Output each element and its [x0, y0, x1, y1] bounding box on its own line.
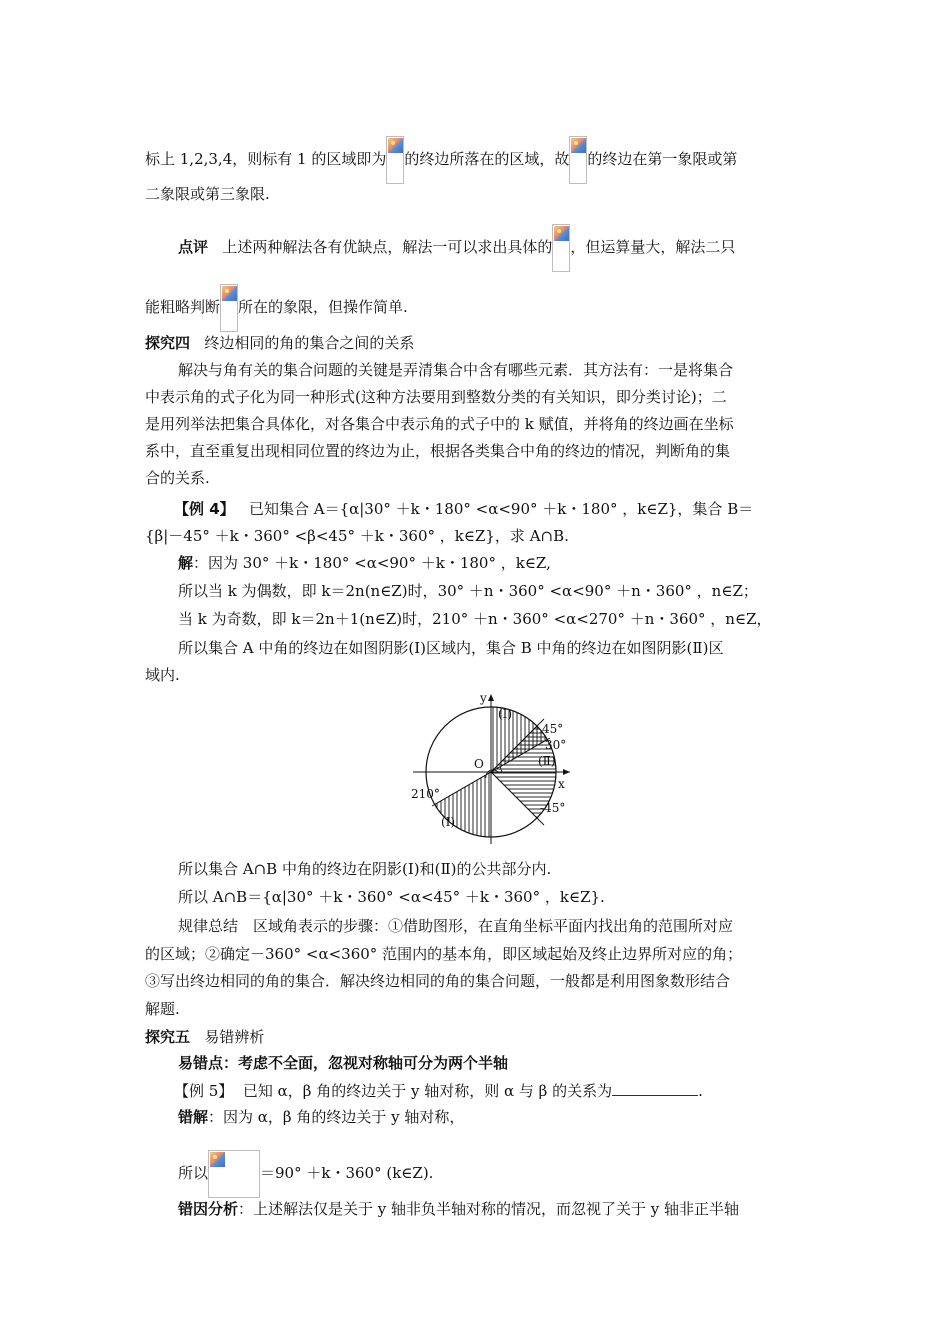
text: . [698, 1082, 703, 1100]
conclusion-line: 所以 A∩B＝{α|30° ＋k・360° <α<45° ＋k・360° ，k∈Z}. [178, 888, 605, 906]
paragraph-line: 解决与角有关的集合问题的关键是弄清集合中含有哪些元素．其方法有：一是将集合 [178, 361, 734, 379]
region-i-label: (Ⅰ) [441, 815, 456, 829]
solution-line [178, 550, 950, 576]
angle-neg45-label: -45° [540, 801, 566, 815]
text: 已知集合 A＝{α|30° ＋k・180° <α<90° ＋k・180° ，k∈Z}，集合 B＝ [248, 500, 754, 518]
error-cause-label: 错因分析 [178, 1200, 239, 1218]
image-thumbnail-icon [571, 138, 586, 153]
solution-line: 域内. [145, 666, 180, 684]
solution-line: 所以当 k 为偶数，即 k＝2n(n∈Z)时，30° ＋n・360° <α<90° ＋n・360° ，n∈Z； [178, 582, 758, 600]
rule-line: 的区域；②确定－360° <α<360° 范围内的基本角，即区域起始及终止边界所对应的角； [145, 945, 743, 963]
formula-image-icon [208, 1150, 260, 1198]
formula-image-icon [220, 284, 238, 332]
text: ，但运算量大，解法二只 [570, 238, 736, 256]
example-line: {β|－45° ＋k・360° <β<45° ＋k・360° ，k∈Z}，求 A∩B. [145, 527, 569, 545]
formula-image-icon [386, 136, 404, 184]
example-label: 【例 4】 [174, 500, 235, 518]
example-line [174, 496, 950, 522]
section-heading [145, 330, 950, 356]
example-label: 【例 5】 [174, 1082, 234, 1100]
formula-image-icon [569, 136, 587, 184]
paragraph-line: 系中，直至重复出现相同位置的终边为止，根据各类集合中角的终边的情况，判断角的集 [145, 442, 731, 460]
text: 所在的象限，但操作简单. [238, 298, 408, 316]
comment-label: 点评 [178, 238, 209, 256]
section-subtitle: 终边相同的角的集合之间的关系 [204, 334, 415, 352]
image-thumbnail-icon [222, 286, 237, 301]
comment-line [178, 224, 950, 272]
region-ii-label: (Ⅱ) [538, 754, 556, 768]
image-thumbnail-icon [554, 226, 569, 241]
angle-region-diagram [408, 688, 578, 848]
paragraph-line: 中表示角的式子化为同一种形式(这种方法要用到整数分类的有关知识，即分类讨论)；二 [145, 388, 727, 406]
section-title: 探究五 [145, 1028, 191, 1046]
error-cause-line [178, 1196, 950, 1222]
solution-label: 解 [178, 554, 194, 572]
y-label: y [480, 691, 487, 705]
paragraph-line [145, 136, 950, 184]
angle-210-label: 210° [411, 787, 440, 801]
text: 上述两种解法各有优缺点，解法一可以求出具体的 [222, 238, 553, 256]
paragraph-line: 是用列举法把集合具体化，对各集合中表示角的式子中的 k 赋值，并将角的终边画在坐标 [145, 415, 734, 433]
text: ：上述解法仅是关于 y 轴非负半轴对称的情况，而忽视了关于 y 轴非正半轴 [238, 1200, 740, 1218]
section-subtitle: 易错辨析 [204, 1028, 265, 1046]
error-point: 易错点：考虑不全面，忽视对称轴可分为两个半轴 [178, 1054, 509, 1072]
text: ：因为 30° ＋k・180° <α<90° ＋k・180° ，k∈Z, [193, 554, 551, 572]
text: 能粗略判断 [145, 298, 221, 316]
region-i-label: (Ⅰ) [498, 707, 513, 721]
paragraph-line: 二象限或第三象限. [145, 185, 270, 203]
section-title: 探究四 [145, 334, 191, 352]
text: ＝90° ＋k・360° (k∈Z). [260, 1164, 434, 1182]
image-thumbnail-icon [210, 1152, 225, 1167]
wrong-solution-line [178, 1104, 950, 1130]
wrong-solution-label: 错解 [178, 1108, 209, 1126]
formula-image-icon [552, 224, 570, 272]
conclusion-line: 所以集合 A∩B 中角的终边在阴影(Ⅰ)和(Ⅱ)的公共部分内. [178, 860, 552, 878]
example-line [174, 1078, 950, 1104]
angle-30-label: 30° [545, 738, 567, 752]
text: 已知 α，β 角的终边关于 y 轴对称，则 α 与 β 的关系为 [242, 1082, 613, 1100]
solution-line: 所以集合 A 中角的终边在如图阴影(Ⅰ)区域内，集合 B 中角的终边在如图阴影(Ⅱ)区 [178, 639, 724, 657]
angle-45-label: 45° [542, 722, 564, 736]
text: 的终边在第一象限或第 [587, 150, 738, 168]
text: 所以 [178, 1164, 209, 1182]
x-label: x [558, 777, 565, 791]
solution-line: 当 k 为奇数，即 k＝2n＋1(n∈Z)时，210° ＋n・360° <α<270° ＋n・360° ，n∈Z， [178, 610, 772, 628]
rule-line: 解题. [145, 1000, 180, 1018]
origin-label: O [474, 757, 484, 771]
comment-line [145, 284, 950, 332]
wrong-solution-line [178, 1150, 950, 1198]
text: 标上 1,2,3,4，则标有 1 的区域即为 [145, 150, 387, 168]
text: 的终边所落在的区域，故 [404, 150, 570, 168]
answer-blank[interactable] [612, 1081, 698, 1096]
text: ：因为 α，β 角的终边关于 y 轴对称， [208, 1108, 465, 1126]
y-arrow-icon [488, 694, 494, 701]
rule-line: ③写出终边相同的角的集合．解决终边相同的角的集合问题，一般都是利用图象数形结合 [145, 972, 731, 990]
x-arrow-icon [563, 769, 570, 775]
image-thumbnail-icon [388, 138, 403, 153]
rule-line: 规律总结 区域角表示的步骤：①借助图形，在直角坐标平面内找出角的范围所对应 [178, 917, 734, 935]
paragraph-line: 合的关系. [145, 469, 210, 487]
section-heading [145, 1024, 950, 1050]
